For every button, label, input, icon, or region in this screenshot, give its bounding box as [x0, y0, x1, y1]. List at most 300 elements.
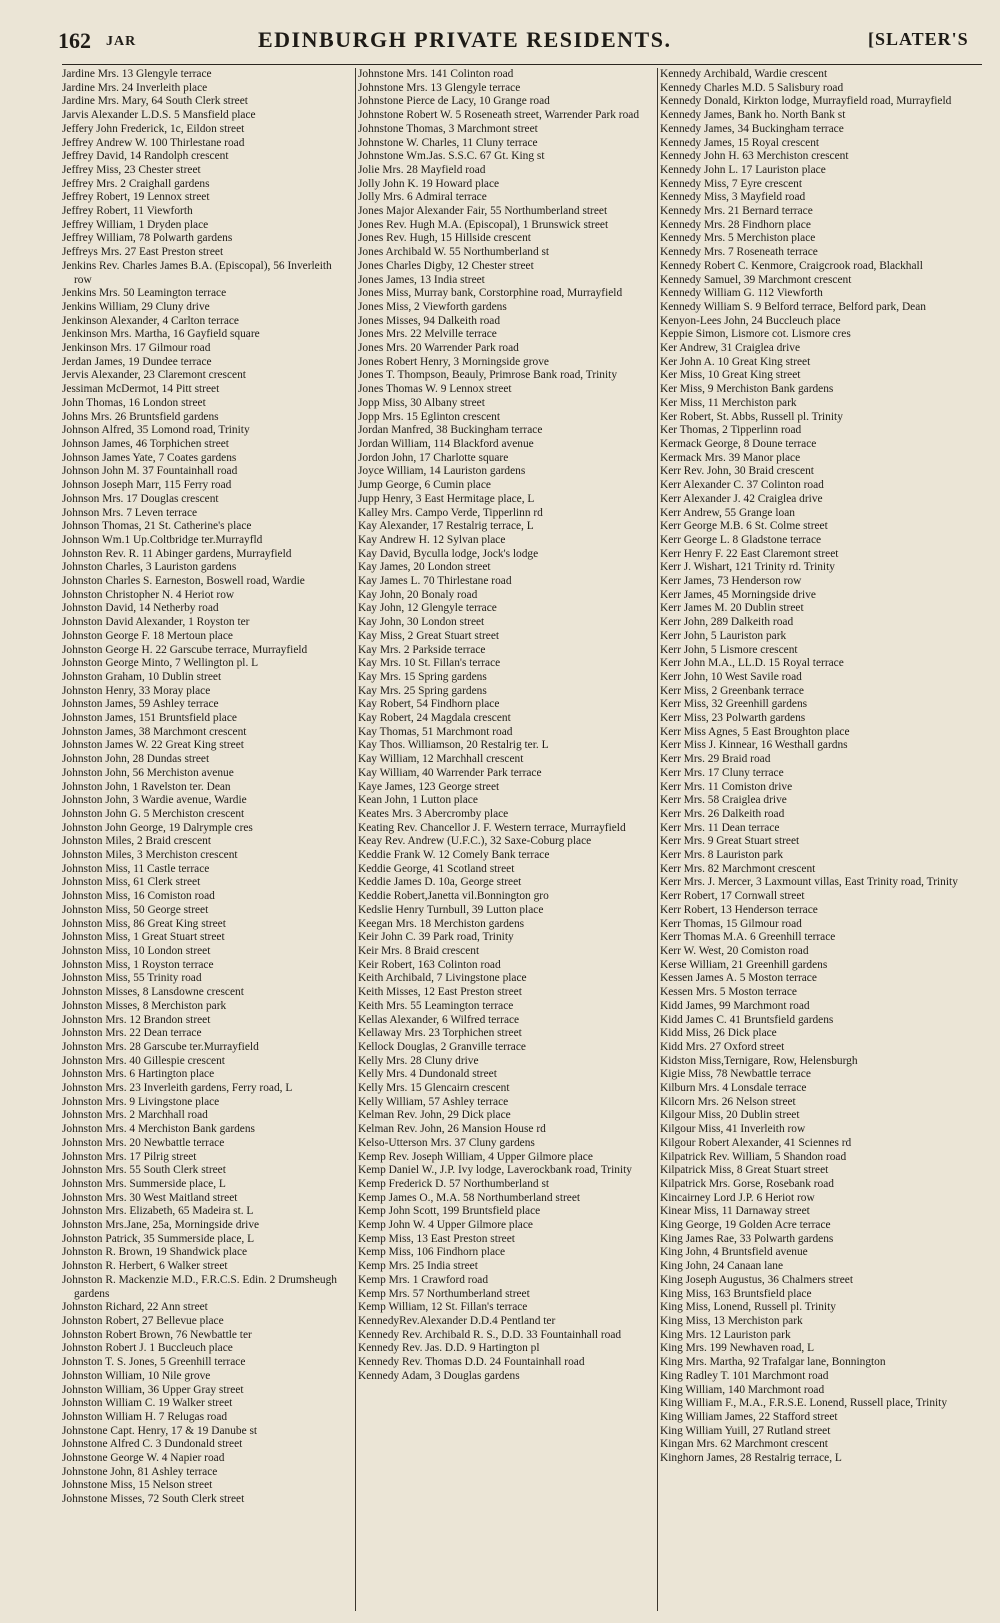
directory-entry: Kerr John, 5 Lauriston park	[660, 629, 787, 642]
directory-entry: Kerr Miss J. Kinnear, 16 Westhall gardns	[660, 739, 848, 752]
directory-entry: King George, 19 Golden Acre terrace	[660, 1219, 831, 1232]
directory-entry: Johnston John, 28 Dundas street	[62, 753, 210, 766]
directory-entry: King Miss, Lonend, Russell pl. Trinity	[660, 1301, 836, 1314]
directory-entry: Johns Mrs. 26 Bruntsfield gardens	[62, 410, 219, 423]
directory-entry: Jenkins Mrs. 50 Leamington terrace	[62, 287, 227, 300]
directory-entry: Kilcorn Mrs. 26 Nelson street	[660, 1095, 796, 1108]
directory-entry: Kaye James, 123 George street	[358, 780, 500, 793]
directory-entry: Johnson James, 46 Torphichen street	[62, 437, 229, 450]
directory-entry: Keegan Mrs. 18 Merchiston gardens	[358, 917, 525, 930]
directory-entry: Jordon John, 17 Charlotte square	[358, 451, 509, 464]
directory-entry: Kay Andrew H. 12 Sylvan place	[358, 533, 506, 546]
directory-entry: Kemp Frederick D. 57 Northumberland st	[358, 1177, 550, 1190]
directory-entry: Jeffrey David, 14 Randolph crescent	[62, 150, 229, 163]
directory-entry: Jeffreys Mrs. 27 East Preston street	[62, 246, 224, 259]
directory-entry: Johnston Mrs. 12 Brandon street	[62, 1013, 211, 1026]
directory-entry: Jones Miss, 2 Viewforth gardens	[358, 300, 507, 313]
directory-entry: Jordan Manfred, 38 Buckingham terrace	[358, 424, 543, 437]
directory-entry: Kilpatrick Mrs. Gorse, Rosebank road	[660, 1177, 834, 1190]
directory-entry: Kelman Rev. John, 29 Dick place	[358, 1109, 511, 1122]
directory-entry: Kennedy James, Bank ho. North Bank st	[660, 109, 846, 122]
directory-entry: Johnstone Misses, 72 South Clerk street	[62, 1493, 245, 1506]
directory-entry: Kerr Mrs. 8 Lauriston park	[660, 849, 784, 862]
directory-entry: Jopp Mrs. 15 Eglinton crescent	[358, 410, 501, 423]
directory-entry: Kidd Miss, 26 Dick place	[660, 1027, 777, 1040]
directory-entry: Keating Rev. Chancellor J. F. Western terrace, Murrayfield	[358, 821, 626, 834]
directory-entry: King Mrs. Martha, 92 Trafalgar lane, Bonnington	[660, 1356, 886, 1369]
directory-entry: Keppie Simon, Lismore cot. Lismore cres	[660, 328, 851, 341]
directory-entry: Kerr Mrs. J. Mercer, 3 Laxmount villas, East Trinity road, Trinity	[660, 876, 958, 889]
directory-entry: Kean John, 1 Lutton place	[358, 794, 478, 807]
directory-entry: Kerse William, 21 Greenhill gardens	[660, 958, 828, 971]
directory-entry: Johnston David Alexander, 1 Royston ter	[62, 616, 250, 629]
page-title: EDINBURGH PRIVATE RESIDENTS.	[258, 27, 672, 52]
directory-entry: Kemp Miss, 106 Findhorn place	[358, 1246, 506, 1259]
directory-entry: John Thomas, 16 London street	[62, 396, 206, 409]
directory-entry: Kidd James C. 41 Bruntsfield gardens	[660, 1013, 834, 1026]
directory-entry: King Mrs. 12 Lauriston park	[660, 1328, 791, 1341]
directory-entry: Johnstone Miss, 15 Nelson street	[62, 1479, 213, 1492]
directory-entry: KennedyRev.Alexander D.D.4 Pentland ter	[358, 1314, 556, 1327]
directory-entry: Kessen Mrs. 5 Moston terrace	[660, 986, 797, 999]
directory-entry: Johnson Mrs. 17 Douglas crescent	[62, 492, 219, 505]
directory-entry: Johnston Mrs. 55 South Clerk street	[62, 1164, 226, 1177]
directory-entry: Johnston John, 56 Merchiston avenue	[62, 766, 234, 779]
directory-entry: Kerr Mrs. 26 Dalkeith road	[660, 807, 785, 820]
directory-entry: Johnston Miss, 55 Trinity road	[62, 972, 202, 985]
directory-entry: Kerr Mrs. 58 Craiglea drive	[660, 794, 787, 807]
directory-entry: Johnston Robert Brown, 76 Newbattle ter	[62, 1328, 252, 1341]
directory-entry: Kay Robert, 54 Findhorn place	[358, 698, 500, 711]
directory-entry: Johnston Christopher N. 4 Heriot row	[62, 588, 235, 601]
publisher-mark: [SLATER'S	[868, 29, 969, 49]
directory-entry: Ker Miss, 9 Merchiston Bank gardens	[660, 383, 834, 396]
directory-entry: Johnston Mrs.Jane, 25a, Morningside drive	[62, 1219, 260, 1232]
directory-entry: Kerr James, 73 Henderson row	[660, 575, 802, 588]
directory-entry: Johnson Thomas, 21 St. Catherine's place	[62, 520, 252, 533]
directory-entry: Johnston Miss, 16 Comiston road	[62, 890, 215, 903]
header-rule	[62, 64, 982, 65]
directory-entry: Kemp John W. 4 Upper Gilmore place	[358, 1219, 533, 1232]
directory-entry: Jenkinson Mrs. 17 Gilmour road	[62, 342, 211, 355]
directory-entry: Johnston John, 1 Ravelston ter. Dean	[62, 780, 231, 793]
directory-entry: Johnston Mrs. Elizabeth, 65 Madeira st. L	[62, 1205, 254, 1218]
directory-entry: Kennedy Samuel, 39 Marchmont crescent	[660, 273, 852, 286]
directory-entry: Kerr George L. 8 Gladstone terrace	[660, 533, 822, 546]
directory-entry: Johnston Richard, 22 Ann street	[62, 1301, 208, 1314]
directory-entry: Kerr Thomas M.A. 6 Greenhill terrace	[660, 931, 836, 944]
directory-entry: Kilgour Miss, 20 Dublin street	[660, 1109, 800, 1122]
directory-entry: Keith Mrs. 55 Leamington terrace	[358, 999, 514, 1012]
directory-entry: Jones Mrs. 22 Melville terrace	[358, 328, 497, 341]
directory-entry: Kidd James, 99 Marchmont road	[660, 999, 810, 1012]
directory-entry: Kay James, 20 London street	[358, 561, 491, 574]
directory-entry: Johnston Rev. R. 11 Abinger gardens, Murrayfield	[62, 547, 292, 560]
directory-entry: Jones Archibald W. 55 Northumberland st	[358, 246, 550, 259]
directory-entry: Johnston William C. 19 Walker street	[62, 1397, 233, 1410]
directory-entry: Johnston Mrs. 6 Hartington place	[62, 1068, 215, 1081]
directory-entry: Johnston William, 10 Nile grove	[62, 1369, 211, 1382]
directory-entry: Johnston Mrs. 30 West Maitland street	[62, 1191, 238, 1204]
directory-entry: Johnston Mrs. 17 Pilrig street	[62, 1150, 197, 1163]
directory-entry: Kerr Alexander J. 42 Craiglea drive	[660, 492, 823, 505]
directory-entry: Kennedy Rev. Archibald R. S., D.D. 33 Fountainhall road	[358, 1328, 622, 1341]
directory-entry: Ker Andrew, 31 Craiglea drive	[660, 342, 801, 355]
directory-entry: Jeffrey Mrs. 2 Craighall gardens	[62, 177, 210, 190]
directory-entry: Kemp Mrs. 25 India street	[358, 1260, 478, 1273]
directory-entry: Kerr Thomas, 15 Gilmour road	[660, 917, 802, 930]
directory-entry: Kerr Rev. John, 30 Braid crescent	[660, 465, 814, 478]
directory-entry: Kerr Mrs. 17 Cluny terrace	[660, 766, 784, 779]
directory-entry: Kerr Mrs. 9 Great Stuart street	[660, 835, 800, 848]
directory-entry: Johnston Miles, 3 Merchiston crescent	[62, 849, 238, 862]
directory-entry: Kigie Miss, 78 Newbattle terrace	[660, 1068, 811, 1081]
directory-column-2	[358, 68, 656, 1613]
directory-entry: Johnstone Alfred C. 3 Dundonald street	[62, 1438, 243, 1451]
directory-entry: Kay Mrs. 25 Spring gardens	[358, 684, 487, 697]
directory-entry: Jordan William, 114 Blackford avenue	[358, 437, 534, 450]
directory-entry: Kay Mrs. 10 St. Fillan's terrace	[358, 657, 501, 670]
directory-entry: Kerr Mrs. 11 Dean terrace	[660, 821, 780, 834]
directory-entry: Keay Rev. Andrew (U.F.C.), 32 Saxe-Coburg place	[358, 835, 592, 848]
directory-entry: Kalley Mrs. Campo Verde, Tipperlinn rd	[358, 506, 543, 519]
directory-entry: Keddie Robert,Janetta vil.Bonnington gro	[358, 890, 549, 903]
directory-entry: Jones Rev. Hugh M.A. (Episcopal), 1 Brunswick street	[358, 218, 609, 231]
directory-entry: Johnston James W. 22 Great King street	[62, 739, 244, 752]
directory-entry: Jones Mrs. 20 Warrender Park road	[358, 342, 519, 355]
directory-entry: Johnston Miss, 86 Great King street	[62, 917, 226, 930]
directory-entry: Johnston Misses, 8 Lansdowne crescent	[62, 986, 244, 999]
directory-entry: Jolly John K. 19 Howard place	[358, 177, 500, 190]
directory-entry: Jones Major Alexander Fair, 55 Northumberland street	[358, 205, 608, 218]
directory-entry: Johnstone Mrs. 13 Glengyle terrace	[358, 81, 521, 94]
directory-entry: Johnston John George, 19 Dalrymple cres	[62, 821, 253, 834]
directory-entry: Kerr Robert, 17 Cornwall street	[660, 890, 805, 903]
directory-entry: Kay Robert, 24 Magdala crescent	[358, 712, 511, 725]
directory-entry: Johnston Miss, 61 Clerk street	[62, 876, 201, 889]
directory-entry: Johnston Miss, 50 George street	[62, 903, 209, 916]
directory-entry: Kay William, 12 Marchhall crescent	[358, 753, 524, 766]
directory-entry: Kennedy John L. 17 Lauriston place	[660, 163, 826, 176]
directory-column-1	[62, 68, 352, 1613]
directory-entry: Ker John A. 10 Great King street	[660, 355, 811, 368]
directory-entry: Johnson Mrs. 7 Leven terrace	[62, 506, 198, 519]
directory-entry: King Mrs. 199 Newhaven road, L	[660, 1342, 815, 1355]
directory-entry: King William F., M.A., F.R.S.E. Lonend, Russell place, Trinity	[660, 1397, 948, 1410]
directory-entry: King William, 140 Marchmont road	[660, 1383, 825, 1396]
directory-entry: Keddie James D. 10a, George street	[358, 876, 522, 889]
directory-entry: Kellock Douglas, 2 Granville terrace	[358, 1040, 526, 1053]
directory-entry: Jeffrey Miss, 23 Chester street	[62, 163, 201, 176]
directory-entry: Kay David, Byculla lodge, Jock's lodge	[358, 547, 539, 560]
directory-entry: Kennedy Rev. Thomas D.D. 24 Fountainhall road	[358, 1356, 585, 1369]
directory-entry: Jeffery John Frederick, 1c, Eildon street	[62, 122, 245, 135]
directory-entry: Kessen James A. 5 Moston terrace	[660, 972, 817, 985]
directory-entry: Johnstone W. Charles, 11 Cluny terrace	[358, 136, 538, 149]
directory-entry: Keith Misses, 12 East Preston street	[358, 986, 522, 999]
directory-entry: Johnston Miles, 2 Braid crescent	[62, 835, 212, 848]
directory-entry: Kelly Mrs. 15 Glencairn crescent	[358, 1082, 510, 1095]
directory-entry: Kerr Mrs. 82 Marchmont crescent	[660, 862, 816, 875]
directory-entry: King William James, 22 Stafford street	[660, 1410, 838, 1423]
directory-entry: King John, 24 Canaan lane	[660, 1260, 784, 1273]
directory-entry: Johnston Robert, 27 Bellevue place	[62, 1314, 224, 1327]
directory-entry: Kerr Andrew, 55 Grange loan	[660, 506, 795, 519]
directory-entry: Kerr John M.A., LL.D. 15 Royal terrace	[660, 657, 844, 670]
directory-entry: Johnston William H. 7 Relugas road	[62, 1410, 228, 1423]
directory-entry: Kennedy William G. 112 Viewforth	[660, 287, 823, 300]
directory-entry: Johnston David, 14 Netherby road	[62, 602, 219, 615]
directory-entry: Kay Miss, 2 Great Stuart street	[358, 629, 500, 642]
directory-entry: Kincairney Lord J.P. 6 Heriot row	[660, 1191, 815, 1204]
directory-entry: Jardine Mrs. Mary, 64 South Clerk street	[62, 95, 248, 108]
directory-entry: Kemp William, 12 St. Fillan's terrace	[358, 1301, 528, 1314]
directory-entry: Johnson John M. 37 Fountainhall road	[62, 465, 238, 478]
directory-entry: Johnston Mrs. 20 Newbattle terrace	[62, 1136, 225, 1149]
directory-entry: Kelman Rev. John, 26 Mansion House rd	[358, 1123, 546, 1136]
directory-entry: Johnston Mrs. 2 Marchhall road	[62, 1109, 208, 1122]
directory-entry: Keir Mrs. 8 Braid crescent	[358, 945, 480, 957]
directory-entry: Johnston George Minto, 7 Wellington pl. L	[62, 657, 259, 670]
directory-entry: Jump George, 6 Cumin place	[358, 479, 491, 492]
directory-entry: Kelly Mrs. 4 Dundonald street	[358, 1068, 497, 1081]
directory-entry: Jardine Mrs. 24 Inverleith place	[62, 81, 208, 94]
directory-entry: Kennedy Charles M.D. 5 Salisbury road	[660, 81, 844, 94]
directory-entry: Kerr Miss, 32 Greenhill gardens	[660, 698, 808, 711]
directory-entry: Kidston Miss,Ternigare, Row, Helensburgh	[660, 1054, 858, 1067]
directory-entry: Kerr James M. 20 Dublin street	[660, 602, 804, 615]
directory-entry: Kerr Mrs. 11 Comiston drive	[660, 780, 793, 793]
directory-entry: Kennedy Mrs. 5 Merchiston place	[660, 232, 816, 245]
directory-entry: Johnston Mrs. 4 Merchiston Bank gardens	[62, 1123, 255, 1136]
directory-entry: Johnstone Thomas, 3 Marchmont street	[358, 122, 538, 135]
directory-entry: Johnston Charles, 3 Lauriston gardens	[62, 561, 237, 574]
directory-entry: Jeffrey Robert, 19 Lennox street	[62, 191, 210, 204]
directory-entry: Kilpatrick Rev. William, 5 Shandon road	[660, 1150, 847, 1163]
directory-entry: Kennedy Archibald, Wardie crescent	[660, 68, 828, 80]
directory-entry: Kennedy Rev. Jas. D.D. 9 Hartington pl	[358, 1342, 540, 1355]
running-head-leadword: JAR	[106, 34, 137, 49]
directory-entry: Johnston Misses, 8 Merchiston park	[62, 999, 227, 1012]
directory-entry: Johnston R. Herbert, 6 Walker street	[62, 1260, 228, 1273]
directory-entry: Johnson Joseph Marr, 115 Ferry road	[62, 479, 232, 492]
directory-entry: Jenkinson Mrs. Martha, 16 Gayfield square	[62, 328, 260, 341]
directory-entry: King John, 4 Bruntsfield avenue	[660, 1246, 808, 1259]
directory-entry: Kellas Alexander, 6 Wilfred terrace	[358, 1013, 520, 1026]
directory-entry: Kerr Henry F. 22 East Claremont street	[660, 547, 839, 560]
directory-entry: Johnston Mrs. 40 Gillespie crescent	[62, 1054, 225, 1067]
directory-entry: Kilgour Miss, 41 Inverleith row	[660, 1123, 806, 1136]
directory-entry: Kemp Miss, 13 East Preston street	[358, 1232, 515, 1245]
directory-entry: Johnston James, 59 Ashley terrace	[62, 698, 219, 711]
directory-entry: Kay Mrs. 2 Parkside terrace	[358, 643, 486, 656]
directory-entry: Jones T. Thompson, Beauly, Primrose Bank road, Trinity	[358, 369, 618, 382]
directory-entry: Kemp Rev. Joseph William, 4 Upper Gilmore place	[358, 1150, 593, 1163]
directory-entry: Kennedy Donald, Kirkton lodge, Murrayfield road, Murrayfield	[660, 95, 952, 108]
directory-entry: Jenkinson Alexander, 4 Carlton terrace	[62, 314, 239, 327]
directory-column-3	[660, 68, 982, 1613]
directory-entry: Jones Robert Henry, 3 Morningside grove	[358, 355, 549, 368]
directory-entry: Jarvis Alexander L.D.S. 5 Mansfield place	[62, 109, 256, 122]
directory-entry: Kennedy Adam, 3 Douglas gardens	[358, 1369, 520, 1382]
directory-entry: Keir John C. 39 Park road, Trinity	[358, 931, 514, 944]
directory-entry: Kerr John, 10 West Savile road	[660, 670, 802, 683]
directory-entry: Kennedy Miss, 7 Eyre crescent	[660, 177, 803, 190]
directory-entry: Johnson Wm.1 Up.Coltbridge ter.Murrayfld	[62, 533, 263, 546]
directory-entry: Johnston Mrs. Summerside place, L	[62, 1177, 226, 1190]
directory-entry: Kennedy James, 15 Royal crescent	[660, 136, 820, 149]
directory-entry: King James Rae, 33 Polwarth gardens	[660, 1232, 834, 1245]
directory-entry: Kerr John, 5 Lismore crescent	[660, 643, 798, 656]
directory-entry: King Miss, 13 Merchiston park	[660, 1314, 803, 1327]
directory-entry: Kerr Mrs. 29 Braid road	[660, 753, 771, 766]
directory-entry: Keddie George, 41 Scotland street	[358, 862, 515, 875]
directory-entry: Johnston George H. 22 Garscube terrace, Murrayfield	[62, 643, 308, 656]
directory-entry: Johnston Miss, 1 Great Stuart street	[62, 931, 225, 944]
directory-entry: Kerr John, 289 Dalkeith road	[660, 616, 794, 629]
directory-entry: Keith Archibald, 7 Livingstone place	[358, 972, 527, 985]
directory-entry: Kerr Robert, 13 Henderson terrace	[660, 903, 818, 916]
column-divider	[657, 68, 658, 1611]
directory-entry: Jerdan James, 19 Dundee terrace	[62, 355, 212, 368]
directory-entry: Johnston Miss, 10 London street	[62, 945, 211, 957]
directory-entry: Jones James, 13 India street	[358, 273, 485, 286]
directory-entry: Kedslie Henry Turnbull, 39 Lutton place	[358, 903, 544, 916]
directory-entry: Kerr J. Wishart, 121 Trinity rd. Trinity	[660, 561, 835, 574]
directory-entry: Kellaway Mrs. 23 Torphichen street	[358, 1027, 522, 1040]
directory-entry: Johnston Mrs. 22 Dean terrace	[62, 1027, 202, 1040]
directory-entry: Jupp Henry, 3 East Hermitage place, L	[358, 492, 535, 505]
page-header	[0, 0, 1000, 66]
directory-entry: Kemp Mrs. 57 Northumberland street	[358, 1287, 530, 1300]
directory-entry: Kelly William, 57 Ashley terrace	[358, 1095, 509, 1108]
directory-entry: Johnstone Pierce de Lacy, 10 Grange road	[358, 95, 550, 108]
directory-entry: King Joseph Augustus, 36 Chalmers street	[660, 1273, 853, 1286]
directory-entry: Jeffrey Robert, 11 Viewforth	[62, 205, 193, 218]
directory-entry: Kemp Daniel W., J.P. Ivy lodge, Laverockbank road, Trinity	[358, 1164, 632, 1177]
directory-entry: Johnston William, 36 Upper Gray street	[62, 1383, 244, 1396]
directory-entry: Kay Thos. Williamson, 20 Restalrig ter. L	[358, 739, 549, 752]
directory-entry: Jeffrey Andrew W. 100 Thirlestane road	[62, 136, 245, 149]
directory-entry: Johnston Henry, 33 Moray place	[62, 684, 211, 697]
directory-entry: Kinghorn James, 28 Restalrig terrace, L	[660, 1452, 842, 1465]
directory-entry: Johnstone Wm.Jas. S.S.C. 67 Gt. King st	[358, 150, 545, 163]
directory-entry: Keir Robert, 163 Colinton road	[358, 958, 501, 971]
directory-entry: Kidd Mrs. 27 Oxford street	[660, 1040, 785, 1053]
directory-entry: Johnston Charles S. Earneston, Boswell road, Wardie	[62, 575, 305, 588]
directory-entry: Keddie Frank W. 12 Comely Bank terrace	[358, 849, 550, 862]
directory-entry: Johnstone John, 81 Ashley terrace	[62, 1465, 218, 1478]
directory-entry: Ker Thomas, 2 Tipperlinn road	[660, 424, 802, 437]
directory-entry: Kay James L. 70 Thirlestane road	[358, 575, 512, 588]
directory-entry: Kemp Mrs. 1 Crawford road	[358, 1273, 489, 1286]
directory-entry: Jolie Mrs. 28 Mayfield road	[358, 163, 486, 176]
directory-entry: Johnston James, 151 Bruntsfield place	[62, 712, 237, 725]
directory-entry: Kemp James O., M.A. 58 Northumberland street	[358, 1191, 581, 1204]
directory-entry: Kerr James, 45 Morningside drive	[660, 588, 816, 601]
directory-entry: Johnston T. S. Jones, 5 Greenhill terrace	[62, 1356, 246, 1369]
directory-entry: King William Yuill, 27 Rutland street	[660, 1424, 831, 1437]
directory-entry: Kay John, 30 London street	[358, 616, 485, 629]
directory-entry: Kennedy Robert C. Kenmore, Craigcrook road, Blackhall	[660, 259, 923, 272]
directory-entry: Kelly Mrs. 28 Cluny drive	[358, 1054, 479, 1067]
directory-entry: King Miss, 163 Bruntsfield place	[660, 1287, 812, 1300]
directory-entry: Jopp Miss, 30 Albany street	[358, 396, 485, 409]
directory-entry: Kay Thomas, 51 Marchmont road	[358, 725, 513, 738]
directory-entry: Johnston George F. 18 Mertoun place	[62, 629, 233, 642]
directory-entry: Johnston Mrs. 28 Garscube ter.Murrayfield	[62, 1040, 259, 1053]
directory-entry: Jones Misses, 94 Dalkeith road	[358, 314, 501, 327]
directory-entry: Jones Thomas W. 9 Lennox street	[358, 383, 512, 396]
directory-entry: Jeffrey William, 78 Polwarth gardens	[62, 232, 233, 245]
directory-entry: Kilpatrick Miss, 8 Great Stuart street	[660, 1164, 829, 1177]
directory-entry: Kelso-Utterson Mrs. 37 Cluny gardens	[358, 1136, 535, 1149]
directory-entry: Jenkins Rev. Charles James B.A. (Episcopal), 56 Inverleith row	[62, 259, 332, 286]
directory-entry: Kerr Miss Agnes, 5 East Broughton place	[660, 725, 850, 738]
directory-entry: Johnstone Capt. Henry, 17 & 19 Danube st	[62, 1424, 258, 1437]
directory-entry: Kay Mrs. 15 Spring gardens	[358, 670, 487, 683]
directory-entry: Johnston John, 3 Wardie avenue, Wardie	[62, 794, 247, 807]
directory-entry: Ker Miss, 11 Merchiston park	[660, 396, 797, 409]
directory-entry: King Radley T. 101 Marchmont road	[660, 1369, 829, 1382]
directory-entry: Jones Miss, Murray bank, Corstorphine road, Murrayfield	[358, 287, 623, 300]
directory-entry: Kerr W. West, 20 Comiston road	[660, 945, 809, 957]
directory-entry: Johnstone Robert W. 5 Roseneath street, Warrender Park road	[358, 109, 640, 122]
directory-entry: Johnston Miss, 1 Royston terrace	[62, 958, 214, 971]
directory-entry: Kingan Mrs. 62 Marchmont crescent	[660, 1438, 828, 1451]
directory-entry: Ker Miss, 10 Great King street	[660, 369, 801, 382]
directory-entry: Johnston Mrs. 23 Inverleith gardens, Ferry road, L	[62, 1082, 293, 1095]
directory-entry: Johnston Graham, 10 Dublin street	[62, 670, 222, 683]
directory-entry: Ker Robert, St. Abbs, Russell pl. Trinity	[660, 410, 843, 423]
directory-entry: Kennedy Mrs. 28 Findhorn place	[660, 218, 811, 231]
directory-entry: Jenkins William, 29 Cluny drive	[62, 300, 210, 313]
directory-entry: Kennedy James, 34 Buckingham terrace	[660, 122, 844, 135]
directory-entry: Kerr George M.B. 6 St. Colme street	[660, 520, 828, 533]
directory-entry: Kenyon-Lees John, 24 Buccleuch place	[660, 314, 841, 327]
directory-entry: Johnston James, 38 Marchmont crescent	[62, 725, 247, 738]
directory-entry: Jardine Mrs. 13 Glengyle terrace	[62, 68, 212, 80]
directory-entry: Johnston R. Brown, 19 Shandwick place	[62, 1246, 248, 1259]
directory-entry: Johnstone Mrs. 141 Colinton road	[358, 68, 514, 80]
directory-entry: Kermack George, 8 Doune terrace	[660, 437, 817, 450]
directory-entry: Kennedy Mrs. 21 Bernard terrace	[660, 205, 813, 218]
directory-entry: Kennedy Miss, 3 Mayfield road	[660, 191, 806, 204]
directory-entry: Kay John, 12 Glengyle terrace	[358, 602, 497, 615]
directory-entry: Kinear Miss, 11 Darnaway street	[660, 1205, 810, 1218]
page-number: 162	[58, 28, 91, 53]
directory-entry: Kennedy Mrs. 7 Roseneath terrace	[660, 246, 818, 259]
directory-entry: Kilgour Robert Alexander, 41 Sciennes rd	[660, 1136, 852, 1149]
column-divider	[355, 68, 356, 1611]
directory-entry: Kennedy John H. 63 Merchiston crescent	[660, 150, 849, 163]
directory-entry: Johnston Robert J. 1 Buccleuch place	[62, 1342, 233, 1355]
directory-entry: Kerr Miss, 2 Greenbank terrace	[660, 684, 804, 697]
directory-entry: Kilburn Mrs. 4 Lonsdale terrace	[660, 1082, 807, 1095]
directory-entry: Joyce William, 14 Lauriston gardens	[358, 465, 526, 478]
directory-entry: Jeffrey William, 1 Dryden place	[62, 218, 209, 231]
directory-entry: Kay William, 40 Warrender Park terrace	[358, 766, 542, 779]
directory-entry: Jolly Mrs. 6 Admiral terrace	[358, 191, 487, 204]
directory-entry: Johnston Patrick, 35 Summerside place, L	[62, 1232, 255, 1245]
directory-entry: Kay Alexander, 17 Restalrig terrace, L	[358, 520, 534, 533]
directory-entry: Johnston John G. 5 Merchiston crescent	[62, 807, 245, 820]
directory-entry: Kennedy William S. 9 Belford terrace, Belford park, Dean	[660, 300, 926, 313]
directory-entry: Kay John, 20 Bonaly road	[358, 588, 478, 601]
directory-entry: Jessiman McDermot, 14 Pitt street	[62, 383, 220, 396]
directory-entry: Johnson Alfred, 35 Lomond road, Trinity	[62, 424, 250, 437]
directory-entry: Jones Rev. Hugh, 15 Hillside crescent	[358, 232, 531, 245]
